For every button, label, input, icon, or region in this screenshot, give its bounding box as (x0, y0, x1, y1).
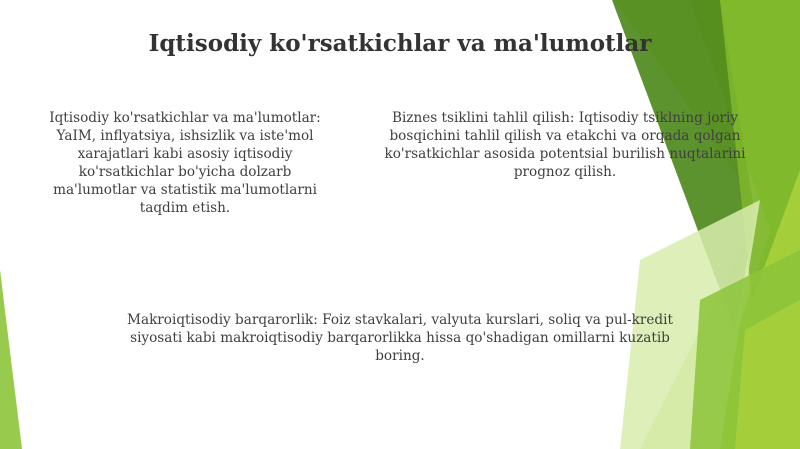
left-edge-shape (0, 270, 22, 449)
text-block-business-cycle: Biznes tsiklini tahlil qilish: Iqtisodiy tsiklning joriy bosqichini tahlil qilish va etakchi va orqada qolgan ko'rsatkichlar asosida potentsial burilish nuqtalarini prognoz qilish. (384, 110, 746, 180)
text-block-macro-stability: Makroiqtisodiy barqarorlik: Foiz stavkalari, valyuta kurslari, soliq va pul-kredit siyosati kabi makroiqtisodiy barqarorlikka hissa qo'shadigan omillarni kuzatib boring. (127, 312, 673, 364)
slide-title: Iqtisodiy ko'rsatkichlar va ma'lumotlar (148, 30, 652, 57)
text-block-indicators: Iqtisodiy ko'rsatkichlar va ma'lumotlar: YaIM, inflyatsiya, ishsizlik va iste'mol xarajatlari kabi asosiy iqtisodiy ko'rsatkichlar bo'yicha dolzarb ma'lumotlar va statistik ma'lumotlarni taqdim etish. (49, 110, 321, 216)
